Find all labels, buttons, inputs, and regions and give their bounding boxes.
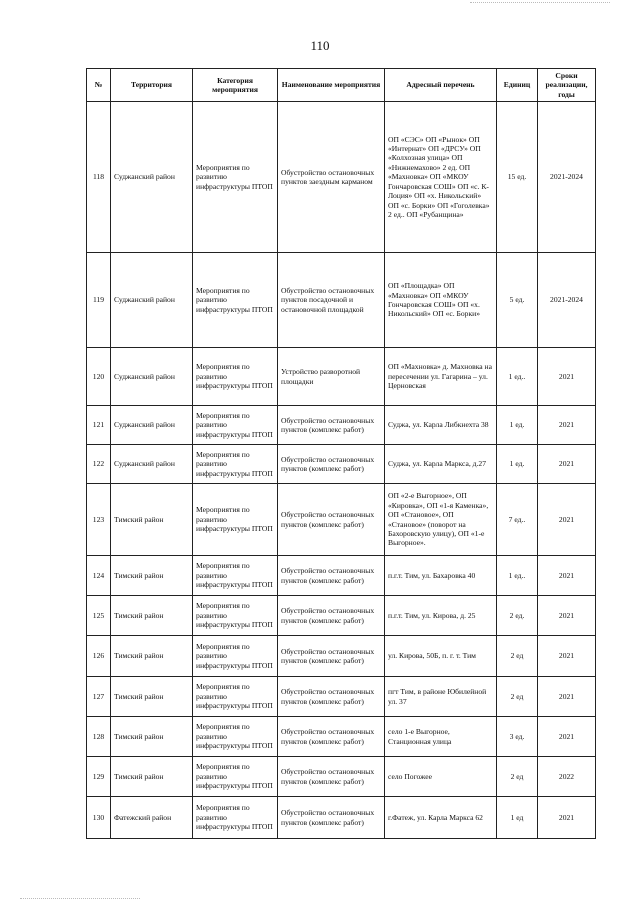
cell-address: г.Фатеж, ул. Карла Маркса 62	[385, 797, 497, 839]
cell-name: Обустройство остановочных пунктов (комплекс работ)	[278, 677, 385, 717]
header-number: №	[87, 69, 111, 102]
cell-years: 2021	[538, 596, 596, 636]
cell-name: Обустройство остановочных пунктов (комплекс работ)	[278, 757, 385, 797]
cell-territory: Суджанский район	[111, 445, 193, 484]
cell-territory: Суджанский район	[111, 406, 193, 445]
cell-years: 2021	[538, 406, 596, 445]
cell-address: п.г.т. Тим, ул. Кирова, д. 25	[385, 596, 497, 636]
cell-name: Обустройство остановочных пунктов (комплекс работ)	[278, 406, 385, 445]
cell-units: 1 ед.	[497, 445, 538, 484]
cell-name: Обустройство остановочных пунктов (комплекс работ)	[278, 797, 385, 839]
cell-territory: Суджанский район	[111, 102, 193, 253]
cell-number: 127	[87, 677, 111, 717]
table-row	[87, 445, 596, 484]
header-territory: Территория	[111, 69, 193, 102]
cell-address: село 1-е Выгорное, Станционная улица	[385, 717, 497, 757]
cell-units: 5 ед.	[497, 253, 538, 348]
cell-name: Обустройство остановочных пунктов (комплекс работ)	[278, 484, 385, 556]
header-years: Сроки реализации, годы	[538, 69, 596, 102]
cell-years: 2021-2024	[538, 253, 596, 348]
header-category: Категория мероприятия	[193, 69, 278, 102]
cell-territory: Тимский район	[111, 677, 193, 717]
cell-category: Мероприятия по развитию инфраструктуры ПТОП	[193, 677, 278, 717]
cell-number: 126	[87, 636, 111, 677]
cell-territory: Суджанский район	[111, 348, 193, 406]
cell-address: Суджа, ул. Карла Маркса, д.27	[385, 445, 497, 484]
table-row	[87, 406, 596, 445]
header-units: Единиц	[497, 69, 538, 102]
header-name: Наименование мероприятия	[278, 69, 385, 102]
cell-units: 7 ед..	[497, 484, 538, 556]
cell-name: Обустройство остановочных пунктов (комплекс работ)	[278, 717, 385, 757]
cell-address: ОП «2-е Выгорное», ОП «Кировка», ОП «1-я Каменка», ОП «Становое», ОП «Становое» (поворот на Бахоровскую улицу), ОП «1-е Выгорное».	[385, 484, 497, 556]
table-row	[87, 757, 596, 797]
cell-category: Мероприятия по развитию инфраструктуры ПТОП	[193, 484, 278, 556]
cell-number: 125	[87, 596, 111, 636]
cell-category: Мероприятия по развитию инфраструктуры ПТОП	[193, 556, 278, 596]
cell-category: Мероприятия по развитию инфраструктуры ПТОП	[193, 406, 278, 445]
cell-name: Обустройство остановочных пунктов посадочной и остановочной площадкой	[278, 253, 385, 348]
cell-units: 1 ед..	[497, 348, 538, 406]
cell-units: 2 ед	[497, 677, 538, 717]
cell-number: 124	[87, 556, 111, 596]
cell-units: 2 ед.	[497, 596, 538, 636]
cell-years: 2021	[538, 445, 596, 484]
table-header-row	[87, 69, 596, 102]
cell-years: 2021	[538, 797, 596, 839]
cell-units: 1 ед.	[497, 406, 538, 445]
table-row	[87, 677, 596, 717]
cell-units: 3 ед.	[497, 717, 538, 757]
cell-address: ОП «Площадка» ОП «Махновка» ОП «МКОУ Гончаровская СОШ» ОП «х. Никольский» ОП «с. Борки»	[385, 253, 497, 348]
cell-number: 120	[87, 348, 111, 406]
cell-address: ОП «СЭС» ОП «Рынок» ОП «Интернат» ОП «ДРСУ» ОП «Колхозная улица» ОП «Нижнемахово» 2 ед. ОП «Махновка» ОП «МКОУ Гончаровская СОШ» ОП «с. К-Лоция» ОП «х. Никольский» ОП «с. Борки» ОП «Гоголевка» 2 ед.. ОП «Рубанщина»	[385, 102, 497, 253]
cell-years: 2021	[538, 677, 596, 717]
cell-category: Мероприятия по развитию инфраструктуры ПТОП	[193, 757, 278, 797]
cell-number: 118	[87, 102, 111, 253]
cell-years: 2021-2024	[538, 102, 596, 253]
cell-category: Мероприятия по развитию инфраструктуры ПТОП	[193, 797, 278, 839]
cell-category: Мероприятия по развитию инфраструктуры ПТОП	[193, 717, 278, 757]
cell-number: 129	[87, 757, 111, 797]
cell-category: Мероприятия по развитию инфраструктуры ПТОП	[193, 445, 278, 484]
cell-years: 2021	[538, 717, 596, 757]
table-row	[87, 348, 596, 406]
table-row	[87, 797, 596, 839]
page-number: 110	[310, 38, 330, 53]
cell-name: Обустройство остановочных пунктов (комплекс работ)	[278, 556, 385, 596]
table-row	[87, 556, 596, 596]
cell-category: Мероприятия по развитию инфраструктуры ПТОП	[193, 348, 278, 406]
cell-territory: Тимский район	[111, 717, 193, 757]
cell-address: ул. Кирова, 50Б, п. г. т. Тим	[385, 636, 497, 677]
cell-number: 130	[87, 797, 111, 839]
cell-number: 121	[87, 406, 111, 445]
cell-units: 1 ед..	[497, 556, 538, 596]
cell-name: Обустройство остановочных пунктов (комплекс работ)	[278, 445, 385, 484]
cell-units: 2 ед	[497, 757, 538, 797]
table-row	[87, 253, 596, 348]
table-row	[87, 102, 596, 253]
cell-category: Мероприятия по развитию инфраструктуры ПТОП	[193, 102, 278, 253]
cell-number: 119	[87, 253, 111, 348]
cell-number: 122	[87, 445, 111, 484]
cell-address: Суджа, ул. Карла Либкнехта 38	[385, 406, 497, 445]
cell-years: 2021	[538, 484, 596, 556]
cell-territory: Тимский район	[111, 757, 193, 797]
cell-address: пгт Тим, в районе Юбилейной ул. 37	[385, 677, 497, 717]
cell-years: 2021	[538, 556, 596, 596]
cell-territory: Фатежский район	[111, 797, 193, 839]
cell-name: Обустройство остановочных пунктов заездным карманом	[278, 102, 385, 253]
cell-units: 15 ед.	[497, 102, 538, 253]
cell-units: 1 ед	[497, 797, 538, 839]
cell-name: Обустройство остановочных пунктов (комплекс работ)	[278, 636, 385, 677]
cell-category: Мероприятия по развитию инфраструктуры ПТОП	[193, 596, 278, 636]
cell-address: п.г.т. Тим, ул. Бахаровка 40	[385, 556, 497, 596]
cell-name: Устройство разворотной площадки	[278, 348, 385, 406]
cell-territory: Тимский район	[111, 596, 193, 636]
cell-name: Обустройство остановочных пунктов (комплекс работ)	[278, 596, 385, 636]
cell-territory: Тимский район	[111, 636, 193, 677]
cell-category: Мероприятия по развитию инфраструктуры ПТОП	[193, 636, 278, 677]
cell-years: 2022	[538, 757, 596, 797]
registry-table	[86, 68, 596, 839]
cell-territory: Тимский район	[111, 556, 193, 596]
cell-number: 123	[87, 484, 111, 556]
cell-years: 2021	[538, 348, 596, 406]
table-row	[87, 717, 596, 757]
cell-category: Мероприятия по развитию инфраструктуры ПТОП	[193, 253, 278, 348]
scan-artifact-bottom	[20, 898, 140, 900]
table-row	[87, 484, 596, 556]
cell-units: 2 ед	[497, 636, 538, 677]
cell-address: ОП «Махновка» д. Махновка на пересечении ул. Гагарина – ул. Церновская	[385, 348, 497, 406]
cell-address: село Погожее	[385, 757, 497, 797]
table-row	[87, 596, 596, 636]
cell-years: 2021	[538, 636, 596, 677]
scan-artifact-top	[470, 2, 610, 4]
table-row	[87, 636, 596, 677]
cell-territory: Тимский район	[111, 484, 193, 556]
header-address: Адресный перечень	[385, 69, 497, 102]
cell-number: 128	[87, 717, 111, 757]
cell-territory: Суджанский район	[111, 253, 193, 348]
